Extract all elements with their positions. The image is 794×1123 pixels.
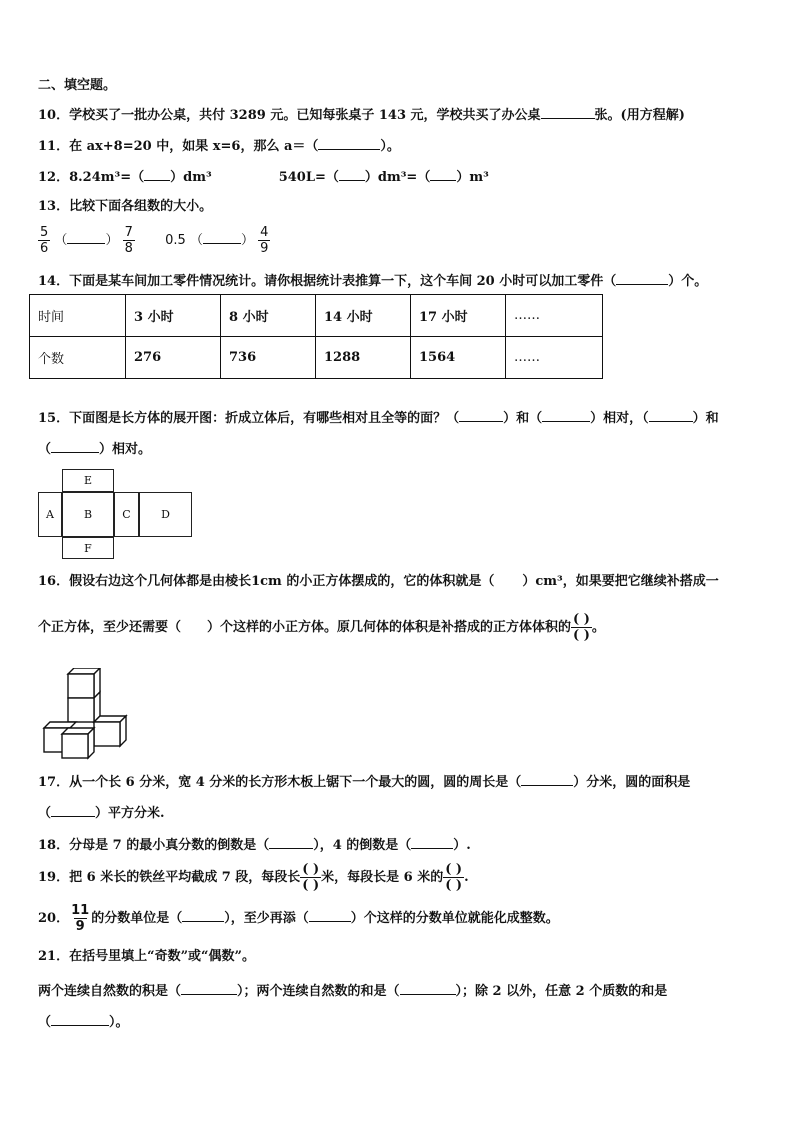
answer-blank[interactable] [51,1011,109,1026]
table-cell: 3 小时 [126,295,221,337]
table-cell: …… [506,337,603,379]
section-title: 二、填空题。 [38,78,117,93]
fraction: $\frac{( )}{( )}$ [302,862,320,893]
answer-blank[interactable] [144,166,170,181]
net-face-b: B [62,492,114,537]
answer-blank[interactable] [339,166,365,181]
question-16-line2: 个正方体，至少还需要（ ）个这样的小正方体。原几何体的体积是补搭成的正方体体积的 $\frac{( )}{( )}$ 。 [38,612,605,643]
question-21-line3: （ ）。 [38,1011,129,1032]
question-15: 15．下面图是长方体的展开图：折成立体后，有哪些相对且全等的面？（ ）和（ ）相对，（ ）和 [38,407,719,428]
table-cell: 14 小时 [316,295,411,337]
question-17-line2: （ ）平方分米. [38,802,165,823]
table-cell: 个数 [30,337,126,379]
question-19: 19．把 6 米长的铁丝平均截成 7 段，每段长 $\frac{( )}{( )}$ 米，每段长是 6 米的 $\frac{( )}{( )}$ . [38,862,469,893]
cuboid-net-diagram [38,469,194,559]
answer-blank[interactable] [182,907,224,922]
question-17: 17．从一个长 6 分米，宽 4 分米的长方形木板上锯下一个最大的圆，圆的周长是（ ）分米，圆的面积是 [38,771,690,792]
answer-blank[interactable] [309,907,351,922]
answer-blank[interactable] [616,270,668,285]
table-cell: 1564 [411,337,506,379]
fraction: $\frac{5}{6}$ [40,225,49,256]
question-21-line2: 两个连续自然数的积是（ ）；两个连续自然数的和是（ ）；除 2 以外，任意 2 个质数的和是 [38,980,667,1001]
table-cell: 17 小时 [411,295,506,337]
question-12: 12．8.24m³=（ ）dm³ 540L=（ ）dm³=（ ）m³ [38,166,489,187]
answer-blank[interactable] [203,229,241,244]
answer-blank[interactable] [67,229,105,244]
fraction: $\frac{11}{9}$ [71,903,90,934]
net-face-d: D [139,492,192,537]
answer-blank[interactable] [400,980,456,995]
table-cell: 1288 [316,337,411,379]
question-15-line2: （ ）相对。 [38,438,151,459]
question-21: 21．在括号里填上“奇数”或“偶数”。 [38,949,256,964]
table-cell: 时间 [30,295,126,337]
cube-stack-figure [40,668,130,760]
net-face-c: C [114,492,139,537]
net-face-a: A [38,492,62,537]
answer-blank[interactable] [411,834,453,849]
question-20: 20． $\frac{11}{9}$ 的分数单位是（ ），至少再添（ ）个这样的分数单位就能化成整数。 [38,903,559,934]
table-cell: 276 [126,337,221,379]
question-11: 11．在 ax+8=20 中，如果 x=6，那么 a＝（ ）。 [38,135,400,156]
question-14: 14．下面是某车间加工零件情况统计。请你根据统计表推算一下，这个车间 20 小时可以加工零件（ ）个。 [38,270,707,291]
table-cell: 8 小时 [221,295,316,337]
question-13: 13．比较下面各组数的大小。 [38,199,213,214]
question-10: 10．学校买了一批办公桌，共付 3289 元。已知每张桌子 143 元，学校共买了办公桌 张。(用方程解) [38,104,685,125]
table-cell: …… [506,295,603,337]
answer-blank[interactable] [459,407,503,422]
production-table [29,294,603,379]
answer-blank[interactable] [542,407,590,422]
answer-blank[interactable] [430,166,456,181]
question-13-compare: $\frac{5}{6}$ （ ） $\frac{7}{8}$ 0.5 （ ） $\frac{4}{9}$ [40,225,269,256]
answer-blank[interactable] [269,834,313,849]
table-row [30,337,603,379]
answer-blank[interactable] [521,771,573,786]
net-face-e: E [62,469,114,492]
answer-blank[interactable] [649,407,693,422]
fraction: $\frac{7}{8}$ [124,225,133,256]
table-cell: 736 [221,337,316,379]
fraction: $\frac{4}{9}$ [260,225,269,256]
answer-blank[interactable] [181,980,237,995]
answer-blank[interactable] [51,802,95,817]
fraction: $\frac{( )}{( )}$ [573,612,590,643]
table-row [30,295,603,337]
question-18: 18．分母是 7 的最小真分数的倒数是（ ），4 的倒数是（ ）. [38,834,471,855]
answer-blank[interactable] [541,104,595,119]
net-face-f: F [62,537,114,559]
answer-blank[interactable] [51,438,99,453]
answer-blank[interactable] [318,135,380,150]
fraction: $\frac{( )}{( )}$ [445,862,463,893]
question-16: 16．假设右边这个几何体都是由棱长1cm 的小正方体摆成的，它的体积就是（ ）cm³，如果要把它继续补搭成一 [38,574,719,589]
